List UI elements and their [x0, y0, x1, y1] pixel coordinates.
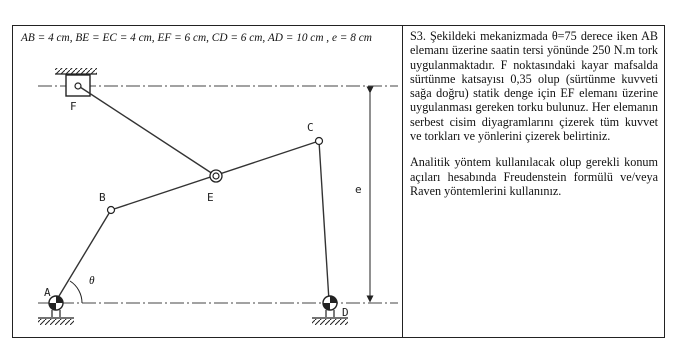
angle-theta-arc	[70, 281, 82, 303]
ground-pivot-a	[38, 296, 74, 325]
link-ef	[80, 87, 216, 176]
problem-statement	[410, 29, 658, 210]
given-dimensions: AB = 4 cm, BE = EC = 4 cm, EF = 6 cm, CD = 6 cm, AD = 10 cm , e = 8 cm	[21, 32, 372, 44]
problem-paragraph-1: S3. Şekildeki mekanizmada θ=75 derece iken AB elemanı üzerine saatin tersi yönünde 250 N.m tork uygulanmaktadır. F noktasındaki kayar mafsalda sürtünme katsayısı 0,35 olup (sürtünme kuvveti sağa doğru) statik denge için EF elemanı üzerine uygulanması gereken torku bulunuz. Her elemanın serbest cisim diyagramlarını çizerek tüm kuvvet ve torkları ve yönlerini çizerek belirtiniz.	[410, 29, 658, 144]
label-e: e	[355, 183, 362, 196]
joint-e	[210, 170, 222, 182]
link-cd	[319, 141, 329, 301]
label-c: C	[307, 121, 314, 134]
slider-block-f	[66, 75, 90, 96]
label-f: F	[70, 100, 77, 113]
problem-paragraph-2: Analitik yöntem kullanılacak olup gerekli konum açıları hesabında Freudenstein formülü ve/veya Raven yöntemlerini kullanınız.	[410, 155, 658, 198]
label-a: A	[44, 286, 51, 299]
label-d: D	[342, 306, 349, 319]
joint-b	[108, 207, 115, 214]
label-theta: θ	[89, 275, 95, 287]
joint-c	[316, 138, 323, 145]
label-e-joint: E	[207, 191, 214, 204]
slider-ground	[55, 68, 97, 74]
label-b: B	[99, 191, 106, 204]
link-ab	[56, 210, 111, 301]
